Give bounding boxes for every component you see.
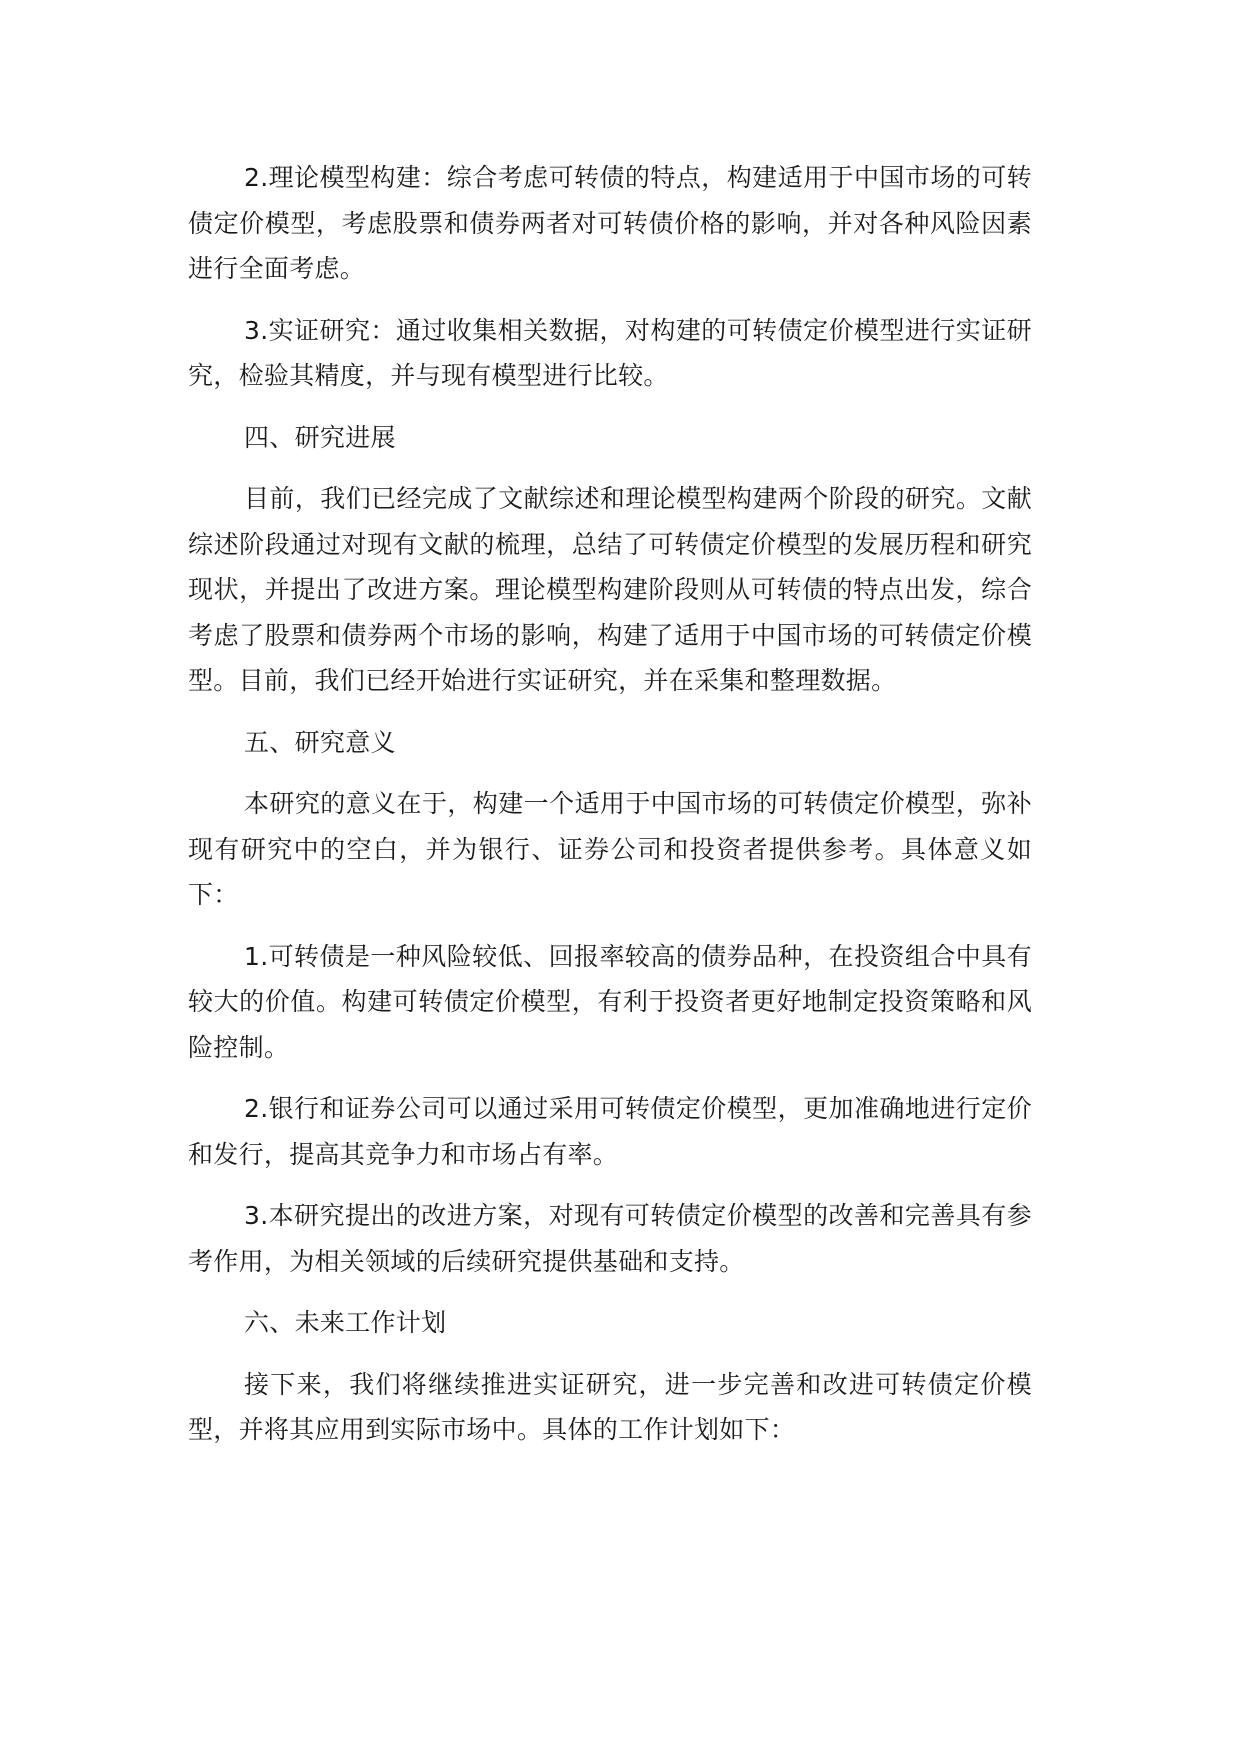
section-heading-significance: 五、研究意义: [244, 727, 396, 757]
paragraph-significance-1: 1.可转债是一种风险较低、回报率较高的债券品种，在投资组合中具有较大的价值。构建可转债定价模型，有利于投资者更好地制定投资策略和风险控制。: [188, 941, 1032, 1062]
document-page: [188, 155, 1032, 1469]
paragraph-significance-3: 3.本研究提出的改进方案，对现有可转债定价模型的改善和完善具有参考作用，为相关领域的后续研究提供基础和支持。: [188, 1201, 1032, 1276]
paragraph-model-construction: 2.理论模型构建：综合考虑可转债的特点，构建适用于中国市场的可转债定价模型，考虑股票和债券两者对可转债价格的影响，并对各种风险因素进行全面考虑。: [188, 163, 1032, 283]
paragraph-future-plan: 接下来，我们将继续推进实证研究，进一步完善和改进可转债定价模型，并将其应用到实际市场中。具体的工作计划如下：: [188, 1369, 1032, 1444]
paragraph-significance-2: 2.银行和证券公司可以通过采用可转债定价模型，更加准确地进行定价和发行，提高其竞争力和市场占有率。: [188, 1094, 1032, 1169]
paragraph-progress: 目前，我们已经完成了文献综述和理论模型构建两个阶段的研究。文献综述阶段通过对现有文献的梳理，总结了可转债定价模型的发展历程和研究现状，并提出了改进方案。理论模型构建阶段则从可转债的特点出发，综合考虑了股票和债券两个市场的影响，构建了适用于中国市场的可转债定价模型。目前，我们已经开始进行实证研究，并在采集和整理数据。: [188, 484, 1032, 695]
paragraph-empirical-research: 3.实证研究：通过收集相关数据，对构建的可转债定价模型进行实证研究，检验其精度，并与现有模型进行比较。: [188, 315, 1032, 390]
section-heading-future-plan: 六、未来工作计划: [244, 1308, 447, 1337]
paragraph-significance-intro: 本研究的意义在于，构建一个适用于中国市场的可转债定价模型，弥补现有研究中的空白，并为银行、证券公司和投资者提供参考。具体意义如下：: [188, 789, 1032, 909]
section-heading-progress: 四、研究进展: [244, 422, 396, 452]
